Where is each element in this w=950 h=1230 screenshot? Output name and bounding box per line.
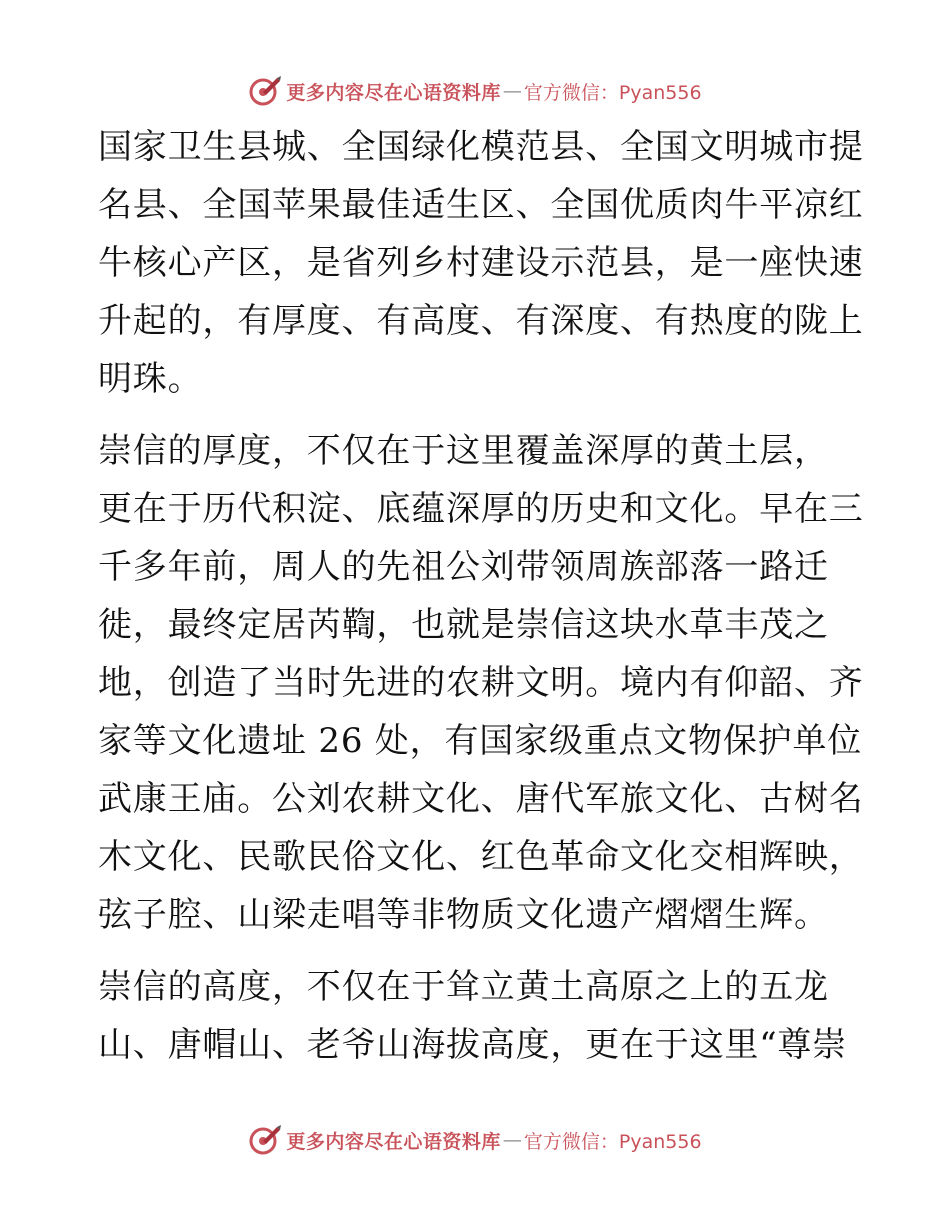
text-line: 崇信的高度，不仅在于耸立黄土高原之上的五龙	[98, 967, 829, 1007]
banner-main-text: 更多内容尽在心语资料库	[286, 1130, 501, 1153]
paragraph-3	[98, 958, 858, 1074]
paragraph-2	[98, 422, 864, 944]
text-line: 弦子腔、山梁走唱等非物质文化遗产熠熠生辉。	[98, 895, 829, 935]
text-line: 升起的，有厚度、有高度、有深度、有热度的陇上	[98, 301, 864, 341]
text-line: 崇信的厚度，不仅在于这里覆盖深厚的黄土层，	[98, 431, 829, 471]
text-line: 木文化、民歌民俗文化、红色革命文化交相辉映，	[98, 837, 864, 877]
text-line: 地，创造了当时先进的农耕文明。境内有仰韶、齐	[98, 663, 864, 703]
text-line: 家等文化遗址 26 处，有国家级重点文物保护单位	[98, 721, 863, 761]
banner-separator: —	[502, 80, 522, 102]
header-banner	[0, 71, 950, 111]
banner-wechat-text: 官方微信：Pyan556	[523, 81, 702, 104]
text-line: 武康王庙。公刘农耕文化、唐代军旅文化、古树名	[98, 779, 864, 819]
document-body	[98, 118, 864, 1074]
text-line: 明珠。	[98, 359, 203, 399]
footer-banner	[0, 1120, 950, 1160]
pen-logo-icon	[248, 1123, 282, 1157]
text-line: 千多年前，周人的先祖公刘带领周族部落一路迁	[98, 547, 829, 587]
banner-wechat-text: 官方微信：Pyan556	[523, 1130, 702, 1153]
banner-separator: —	[502, 1129, 522, 1151]
text-line: 国家卫生县城、全国绿化模范县、全国文明城市提	[98, 127, 864, 167]
pen-logo-icon	[248, 74, 282, 108]
text-line: 山、唐帽山、老爷山海拔高度，更在于这里“尊崇	[98, 1025, 847, 1065]
text-line: 牛核心产区，是省列乡村建设示范县，是一座快速	[98, 243, 864, 283]
text-line: 更在于历代积淀、底蕴深厚的历史和文化。早在三	[98, 489, 864, 529]
text-line: 名县、全国苹果最佳适生区、全国优质肉牛平凉红	[98, 185, 864, 225]
paragraph-1	[98, 118, 864, 408]
banner-main-text: 更多内容尽在心语资料库	[286, 81, 501, 104]
text-line: 徙，最终定居芮鞫，也就是崇信这块水草丰茂之	[98, 605, 829, 645]
